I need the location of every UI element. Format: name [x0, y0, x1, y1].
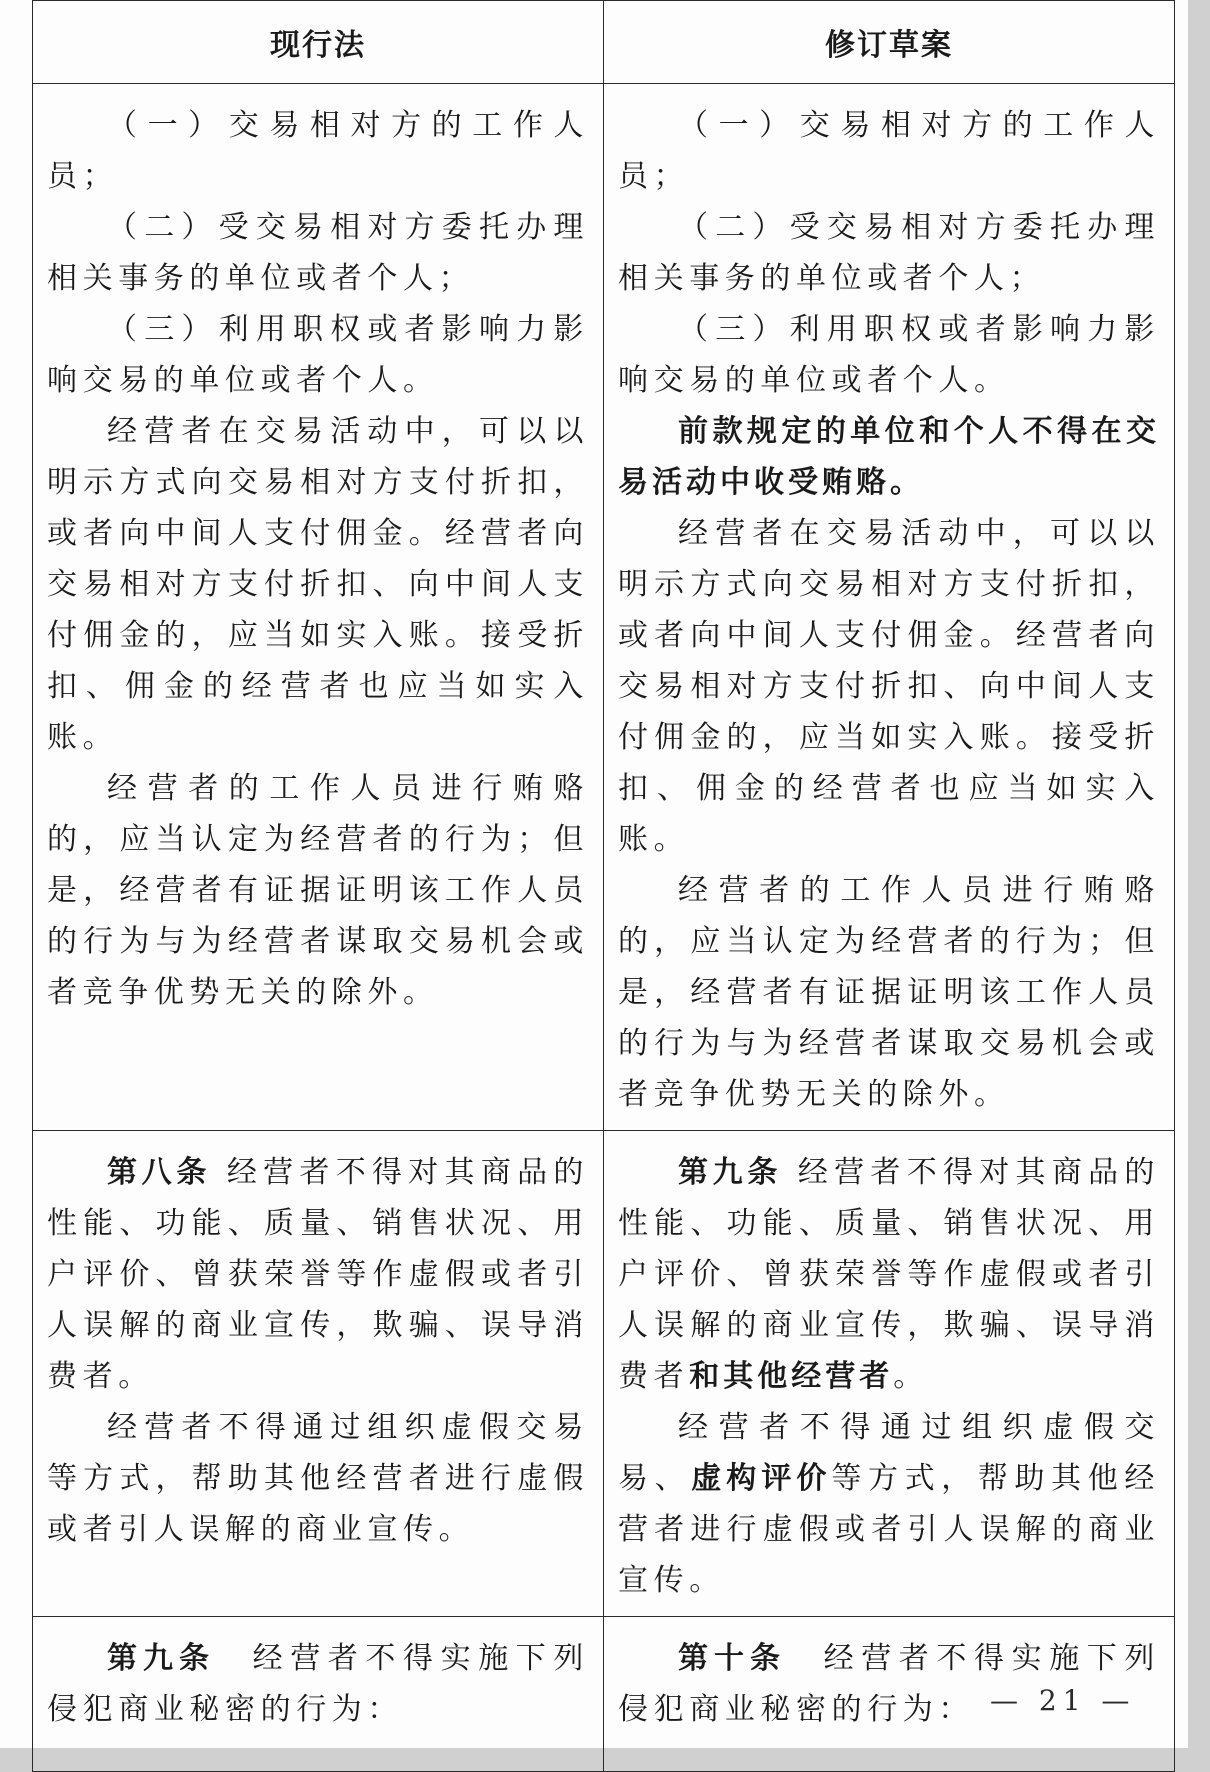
bold-text: 第九条 [678, 1155, 783, 1190]
text-run: 经营者不得对其商品的性能、功能、质量、销售状况、用户评价、曾获荣誉等作虚假或者引人误解的商业宣传，欺骗、误导消费者 [618, 1155, 1160, 1394]
bold-text: 第十条 [678, 1641, 786, 1676]
text-run: 经营者不得通过组织虚假交易等方式，帮助其他经营者进行虚假或者引人误解的商业宣传。 [47, 1410, 589, 1547]
comparison-table [32, 0, 1175, 1772]
text-run: 经营者不得实施下列侵犯商业秘密的行为： [618, 1641, 1160, 1727]
current-law-cell [33, 1617, 604, 1772]
text-run: 经营者的工作人员进行贿赂的，应当认定为经营者的行为；但是，经营者有证据证明该工作人员的行为与为经营者谋取交易机会或者竞争优势无关的除外。 [47, 771, 589, 1010]
bold-text: 前款规定的单位和个人不得在交易活动中收受贿赂。 [618, 414, 1160, 500]
text-run: （三）利用职权或者影响力影响交易的单位或者个人。 [47, 312, 589, 398]
paragraph [47, 1402, 589, 1555]
text-run: 经营者在交易活动中，可以以明示方式向交易相对方支付折扣，或者向中间人支付佣金。经营者向交易相对方支付折扣、向中间人支付佣金的，应当如实入账。接受折扣、佣金的经营者也应当如实入账。 [618, 516, 1160, 857]
paragraph [618, 865, 1160, 1120]
paragraph [47, 763, 589, 1018]
paragraph [618, 1147, 1160, 1402]
table-row [33, 84, 1175, 1131]
text-run: （二）受交易相对方委托办理相关事务的单位或者个人； [618, 210, 1160, 296]
revised-draft-cell [604, 1131, 1175, 1617]
page-number: — 21 — [990, 1684, 1136, 1717]
text-run: 经营者不得实施下列侵犯商业秘密的行为： [47, 1641, 589, 1727]
paragraph [47, 202, 589, 304]
text-run: 等方式，帮助其他经营者进行虚假或者引人误解的商业宣传。 [618, 1461, 1161, 1598]
text-run: （一）交易相对方的工作人员； [618, 108, 1160, 194]
bold-text: 虚构评价 [691, 1461, 832, 1496]
paragraph [618, 304, 1160, 406]
text-run: （一）交易相对方的工作人员； [47, 108, 589, 194]
bold-text: 第九条 [107, 1641, 215, 1676]
current-law-cell [33, 84, 604, 1131]
table-row [33, 1131, 1175, 1617]
paragraph [47, 100, 589, 202]
paragraph [618, 202, 1160, 304]
text-run: 经营者在交易活动中，可以以明示方式向交易相对方支付折扣，或者向中间人支付佣金。经营者向交易相对方支付折扣、向中间人支付佣金的，应当如实入账。接受折扣、佣金的经营者也应当如实入账。 [47, 414, 589, 755]
text-run: 经营者不得通过组织虚假交易、 [618, 1410, 1160, 1496]
text-run: 。 [893, 1359, 929, 1394]
text-run: （二）受交易相对方委托办理相关事务的单位或者个人； [47, 210, 589, 296]
header-current-law: 现行法 [33, 1, 604, 84]
bold-text: 和其他经营者 [689, 1359, 894, 1394]
paragraph [47, 1147, 589, 1402]
revised-draft-cell [604, 84, 1175, 1131]
table-header-row [33, 1, 1175, 84]
text-run: 经营者的工作人员进行贿赂的，应当认定为经营者的行为；但是，经营者有证据证明该工作人员的行为与为经营者谋取交易机会或者竞争优势无关的除外。 [618, 873, 1160, 1112]
paragraph [618, 100, 1160, 202]
paragraph [618, 1402, 1160, 1606]
paragraph [618, 406, 1160, 508]
text-run: （三）利用职权或者影响力影响交易的单位或者个人。 [618, 312, 1160, 398]
paragraph [618, 508, 1160, 865]
paragraph [47, 1633, 589, 1735]
text-run: 经营者不得对其商品的性能、功能、质量、销售状况、用户评价、曾获荣誉等作虚假或者引人误解的商业宣传，欺骗、误导消费者。 [47, 1155, 589, 1394]
current-law-cell [33, 1131, 604, 1617]
paragraph [47, 406, 589, 763]
bold-text: 第八条 [107, 1155, 212, 1190]
header-revised-draft: 修订草案 [604, 1, 1175, 84]
paragraph [47, 304, 589, 406]
